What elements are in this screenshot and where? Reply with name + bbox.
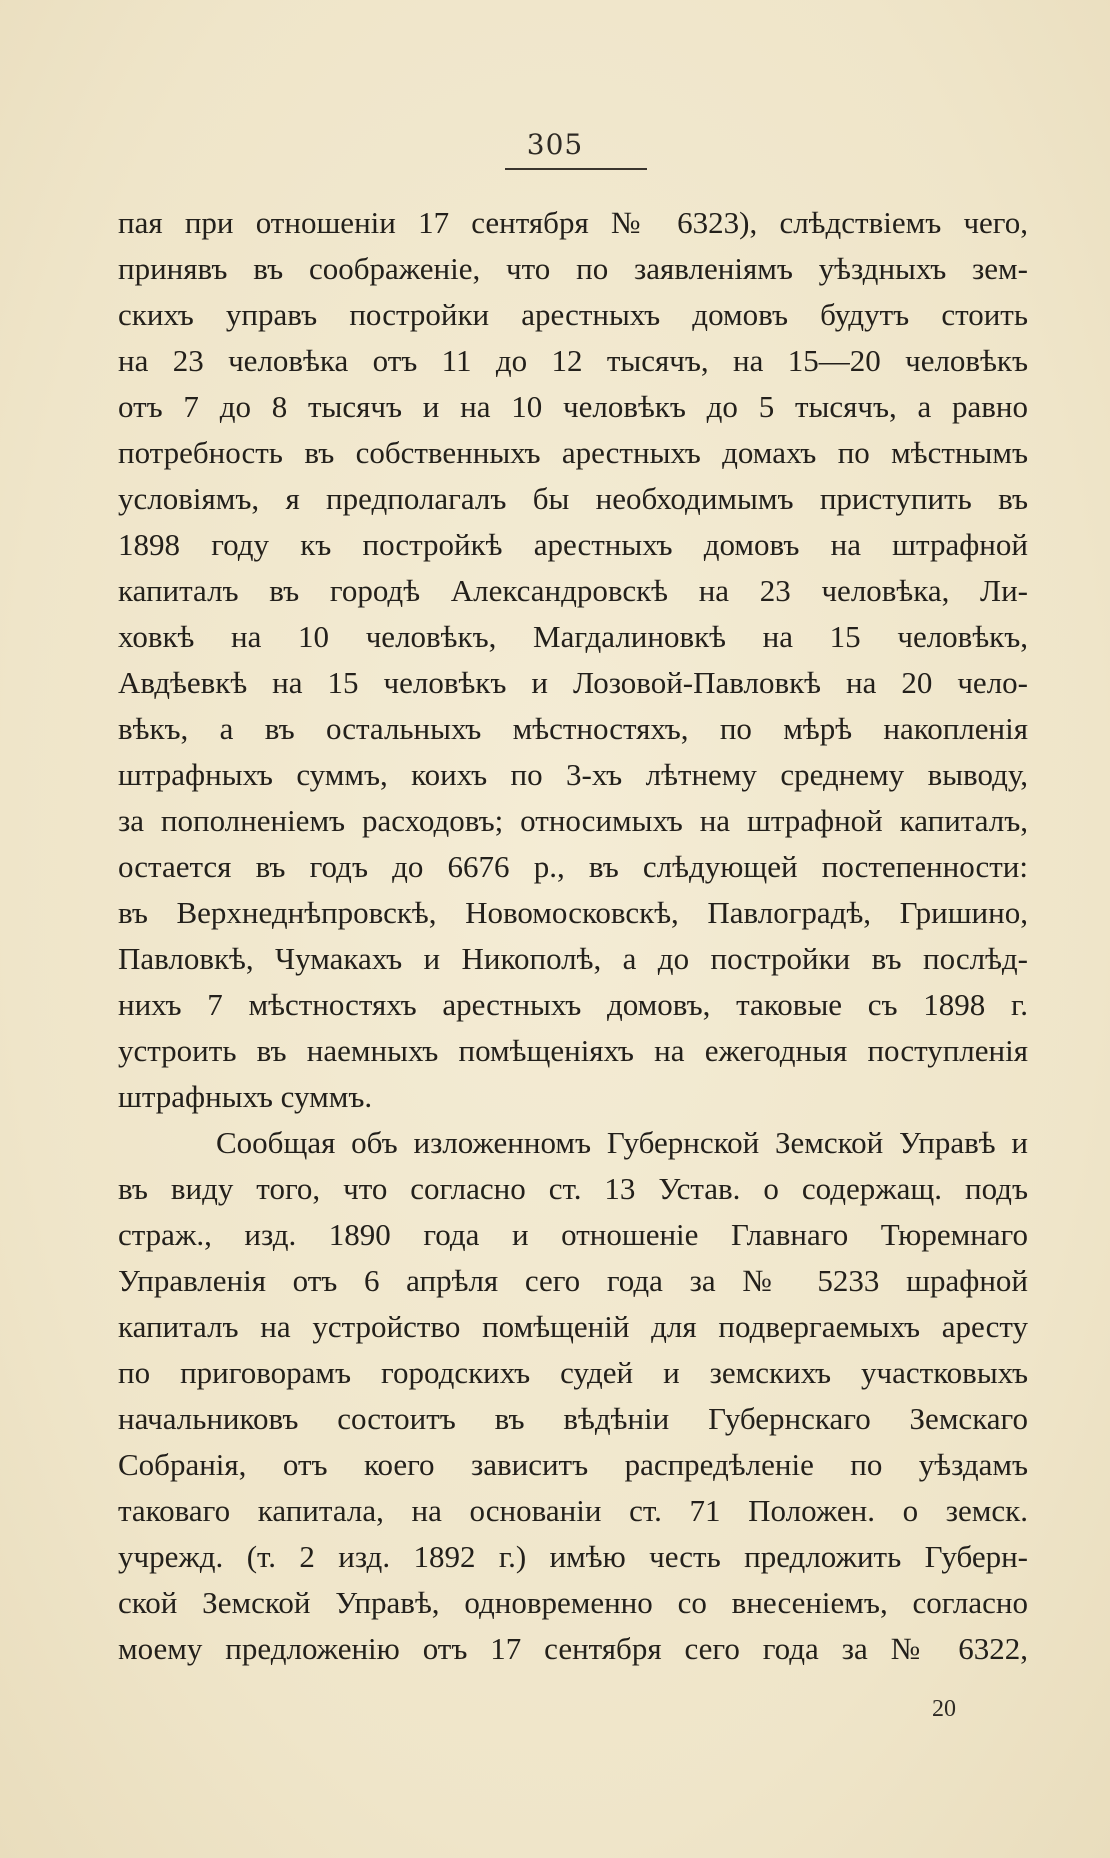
text-line: учрежд. (т. 2 изд. 1892 г.) имѣю честь предложить Губерн- (118, 1539, 1028, 1574)
text-line: Собранія, отъ коего зависитъ распредѣленіе по уѣздамъ (118, 1447, 1028, 1482)
page-number: 305 (526, 128, 584, 161)
text-line: въ виду того, что согласно ст. 13 Устав. о содержащ. подъ (118, 1171, 1028, 1206)
text-line: Павловкѣ, Чумакахъ и Никополѣ, а до постройки въ послѣд- (118, 941, 1028, 976)
text-line: ховкѣ на 10 человѣкъ, Магдалиновкѣ на 15 человѣкъ, (118, 619, 1028, 654)
text-line: страж., изд. 1890 года и отношеніе Главнаго Тюремнаго (118, 1217, 1028, 1252)
text-line: по приговорамъ городскихъ судей и земскихъ участковыхъ (118, 1355, 1028, 1390)
text-line: устроить въ наемныхъ помѣщеніяхъ на ежегодныя поступленія (118, 1033, 1028, 1068)
text-line: моему предложенію отъ 17 сентября сего года за № 6322, (118, 1631, 1028, 1666)
paragraph-start-line: Сообщая объ изложенномъ Губернской Земской Управѣ и (216, 1125, 1028, 1160)
text-line: капиталъ на устройство помѣщеній для подвергаемыхъ аресту (118, 1309, 1028, 1344)
text-line: 1898 году къ постройкѣ арестныхъ домовъ на штрафной (118, 527, 1028, 562)
text-line: въ Верхнеднѣпровскѣ, Новомосковскѣ, Павлоградѣ, Гришино, (118, 895, 1028, 930)
text-line: остается въ годъ до 6676 р., въ слѣдующей постепенности: (118, 849, 1028, 884)
signature-mark: 20 (932, 1696, 956, 1722)
body-text (118, 200, 1028, 1672)
text-line: условіямъ, я предполагалъ бы необходимымъ приступить въ (118, 481, 1028, 516)
text-line: принявъ въ соображеніе, что по заявленіямъ уѣздныхъ зем- (118, 251, 1028, 286)
text-line: таковаго капитала, на основаніи ст. 71 Положен. о земск. (118, 1493, 1028, 1528)
text-line: штрафныхъ суммъ, коихъ по 3-хъ лѣтнему среднему выводу, (118, 757, 1028, 792)
text-line: на 23 человѣка отъ 11 до 12 тысячъ, на 15—20 человѣкъ (118, 343, 1028, 378)
text-line: нихъ 7 мѣстностяхъ арестныхъ домовъ, таковые съ 1898 г. (118, 987, 1028, 1022)
text-line: Авдѣевкѣ на 15 человѣкъ и Лозовой-Павловкѣ на 20 чело- (118, 665, 1028, 700)
header-rule (505, 168, 647, 170)
text-line: Управленія отъ 6 апрѣля сего года за № 5233 шрафной (118, 1263, 1028, 1298)
text-line: потребность въ собственныхъ арестныхъ домахъ по мѣстнымъ (118, 435, 1028, 470)
text-line: за пополненіемъ расходовъ; относимыхъ на штрафной капиталъ, (118, 803, 1028, 838)
text-line: капиталъ въ городѣ Александровскѣ на 23 человѣка, Ли- (118, 573, 1028, 608)
text-line: отъ 7 до 8 тысячъ и на 10 человѣкъ до 5 тысячъ, а равно (118, 389, 1028, 424)
text-line: штрафныхъ суммъ. (118, 1079, 373, 1114)
text-line: ской Земской Управѣ, одновременно со внесеніемъ, согласно (118, 1585, 1028, 1620)
text-line: вѣкъ, а въ остальныхъ мѣстностяхъ, по мѣрѣ накопленія (118, 711, 1028, 746)
text-line: пая при отношеніи 17 сентября № 6323), слѣдствіемъ чего, (118, 205, 1028, 240)
text-line: скихъ управъ постройки арестныхъ домовъ будутъ стоить (118, 297, 1028, 332)
text-line: начальниковъ состоитъ въ вѣдѣніи Губернскаго Земскаго (118, 1401, 1028, 1436)
